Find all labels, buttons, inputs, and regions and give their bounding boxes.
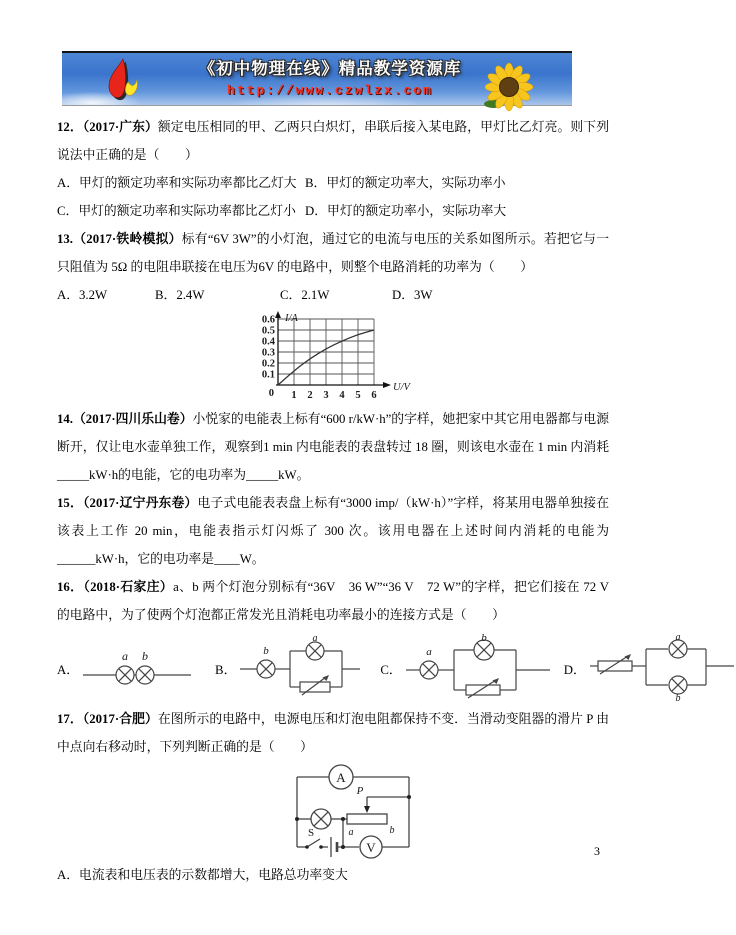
q16-option-a-label: A．	[57, 662, 80, 677]
circuit-option-b	[215, 633, 362, 700]
y-axis-label: I/A	[285, 313, 298, 324]
question-16-text	[57, 573, 609, 629]
page-number: 3	[594, 844, 600, 858]
battery-icon	[331, 837, 337, 857]
lamp-icon	[420, 661, 438, 679]
lamp-icon	[669, 676, 687, 694]
question-14-text	[57, 405, 609, 489]
question-16-circuit-options	[57, 632, 681, 704]
lamp-icon	[257, 660, 275, 678]
slider-label: P	[356, 785, 364, 797]
circuit-c-diagram	[404, 632, 552, 701]
question-16-body: a、b 两个灯泡分别标有“36V 36 W”“36 V 72 W”的字样，把它们接在 72 V 的电路中，为了使两个灯泡都正常发光且消耗电功率最小的连接方式是（ ）	[57, 580, 610, 622]
lamp-label: b	[675, 693, 681, 704]
question-17-body: 在图所示的电路中，电源电压和灯泡电阻都保持不变．当滑动变阻器的滑片 P 由中点向右移动时，下列判断正确的是（ ）	[57, 712, 610, 754]
sunflower-icon	[476, 62, 542, 108]
question-16	[57, 573, 681, 704]
banner-title: 《初中物理在线》精品教学资源库	[198, 59, 462, 78]
question-12-options-row-1	[57, 169, 609, 197]
q16-option-c-label: C．	[380, 662, 402, 677]
question-12-head: 12．（2017·广东）	[57, 120, 158, 134]
voltmeter-label: V	[366, 840, 376, 855]
circuit-option-c	[380, 632, 551, 701]
svg-text:0.3: 0.3	[261, 347, 275, 359]
rheostat-arrowhead	[323, 675, 330, 681]
q12-option-a: A．甲灯的额定功率和实际功率都比乙灯大	[57, 176, 297, 190]
question-15	[57, 489, 609, 573]
question-15-text	[57, 489, 609, 573]
y-axis-arrow	[275, 311, 281, 318]
circuit-17-diagram	[283, 763, 425, 859]
iu-graph	[248, 311, 426, 403]
lamp-icon	[136, 666, 154, 684]
svg-text:4: 4	[339, 390, 345, 401]
circuit-a-diagram	[81, 643, 193, 693]
q12-option-d: D．甲灯的额定功率小，实际功率大	[305, 204, 507, 218]
q13-option-a: A．3.2W	[57, 288, 108, 302]
lamp-label: b	[142, 649, 149, 663]
svg-text:1: 1	[291, 390, 297, 401]
switch-label: S	[307, 827, 315, 839]
question-15-head: 15．（2017·辽宁丹东卷）	[57, 496, 198, 510]
question-13-options-row	[57, 281, 609, 309]
question-17-head: 17．（2017·合肥）	[57, 712, 158, 726]
svg-text:0: 0	[268, 388, 274, 399]
rheostat-icon	[466, 680, 500, 698]
q12-option-b: B．甲灯的额定功率大，实际功率小	[305, 176, 506, 190]
question-15-body: 电子式电能表表盘上标有“3000 imp/（kW·h）”字样，将某用电器单独接在该表上工作 20 min，电能表指示灯闪烁了 300 次。该用电器在上述时间内消耗的电能为______kW·h，它的电功率是____W。	[57, 496, 609, 566]
terminal-a-label: a	[348, 827, 354, 838]
rheostat-arrowhead	[624, 654, 631, 660]
ammeter-label: A	[336, 770, 346, 785]
question-12-body: 额定电压相同的甲、乙两只白炽灯，串联后接入某电路，甲灯比乙灯亮。则下列说法中正确的是（ ）	[57, 120, 609, 162]
banner-url-link[interactable]: http://www.czwlzx.com	[227, 83, 433, 98]
svg-text:6: 6	[371, 390, 377, 401]
lamp-icon	[116, 666, 134, 684]
circuit-d-diagram	[588, 633, 736, 703]
question-13-body: 标有“6V 3W”的小灯泡，通过它的电流与电压的关系如图所示。若把它与一只阻值为 5Ω 的电阻串联接在电压为6V 的电路中，则整个电路消耗的功率为（ ）	[57, 232, 609, 274]
circuit-option-a	[57, 643, 193, 693]
lamp-label: a	[425, 646, 432, 658]
lamp-icon	[311, 809, 331, 829]
question-17	[57, 705, 609, 889]
q12-option-c: C．甲灯的额定功率和实际功率都比乙灯小	[57, 204, 296, 218]
rheostat-icon	[598, 656, 632, 674]
question-13-text	[57, 225, 609, 281]
question-14	[57, 405, 609, 489]
svg-text:0.6: 0.6	[261, 314, 275, 326]
terminal-b-label: b	[389, 825, 395, 836]
svg-text:2: 2	[307, 390, 313, 401]
question-17-text	[57, 705, 609, 761]
q16-option-b-label: B．	[215, 662, 237, 677]
circuit-b-diagram	[238, 633, 362, 700]
q16-option-d-label: D．	[563, 662, 586, 677]
document-body	[57, 113, 681, 889]
switch-icon	[307, 839, 320, 847]
q13-option-b: B．2.4W	[155, 288, 205, 302]
question-17-circuit-figure	[283, 763, 609, 859]
question-14-body: 小悦家的电能表上标有“600 r/kW·h”的字样，她把家中其它用电器都与电源断开，仅让电水壶单独工作，观察到1 min 内电能表的表盘转过 18 圈，则该电水壶在 1 min 内消耗_____kW·h的电能，它的电功率为_____kW。	[57, 412, 609, 482]
circuit-option-d	[564, 633, 736, 703]
svg-text:0.4: 0.4	[261, 336, 275, 348]
svg-text:3: 3	[323, 390, 329, 401]
question-12	[57, 113, 609, 225]
q17-option-a: A．电流表和电压表的示数都增大，电路总功率变大	[57, 868, 348, 882]
banner-text	[178, 57, 482, 100]
question-12-text	[57, 113, 609, 169]
site-banner	[62, 51, 572, 106]
question-14-head: 14.（2017·四川乐山卷）	[57, 412, 193, 426]
x-axis-arrow	[383, 382, 391, 388]
rheostat-arrowhead	[492, 678, 499, 684]
svg-text:5: 5	[355, 390, 361, 401]
rheostat-icon	[347, 814, 387, 824]
lamp-label: b	[480, 632, 487, 644]
lamp-label: b	[263, 645, 270, 657]
x-axis-label: U/V	[393, 382, 410, 393]
iv-graph-figure	[248, 311, 609, 403]
q13-option-c: C．2.1W	[280, 288, 330, 302]
question-13-head: 13.（2017·铁岭模拟）	[57, 232, 182, 246]
svg-text:0.1: 0.1	[261, 369, 275, 381]
lamp-label: a	[312, 633, 318, 644]
question-12-options-row-2	[57, 197, 609, 225]
question-13	[57, 225, 609, 403]
slider-arrowhead	[364, 806, 370, 813]
lamp-label: a	[675, 632, 681, 643]
svg-text:0.2: 0.2	[261, 358, 275, 370]
question-16-head: 16．（2018·石家庄）	[57, 580, 174, 594]
logo-flame-icon	[98, 55, 146, 103]
q13-option-d: D．3W	[392, 288, 433, 302]
lamp-icon	[306, 642, 324, 660]
svg-text:0.5: 0.5	[261, 325, 275, 337]
lamp-label: a	[122, 649, 129, 663]
